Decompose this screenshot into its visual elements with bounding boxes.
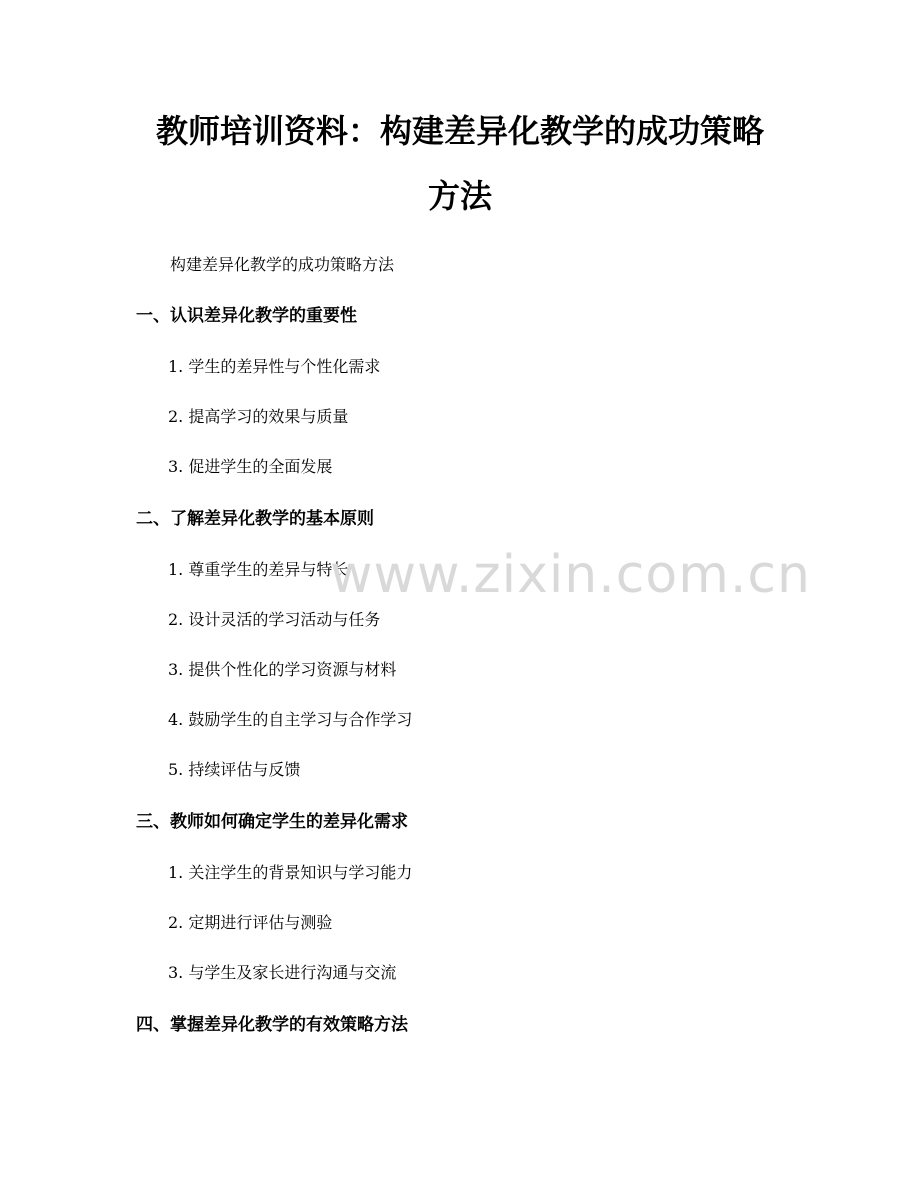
list-item: 1. 关注学生的背景知识与学习能力 [168, 863, 413, 882]
list-item: 4. 鼓励学生的自主学习与合作学习 [168, 710, 413, 729]
page-title-line-2: 方法 [427, 177, 492, 215]
intro-paragraph: 构建差异化教学的成功策略方法 [170, 255, 395, 274]
section-heading-1: 一、认识差异化教学的重要性 [136, 306, 357, 326]
section-heading-3: 三、教师如何确定学生的差异化需求 [136, 812, 408, 832]
list-item: 3. 提供个性化的学习资源与材料 [168, 660, 397, 679]
watermark: www.zixin.com.cn [330, 545, 811, 605]
list-item: 3. 促进学生的全面发展 [168, 457, 333, 476]
page-title-line-1: 教师培训资料：构建差异化教学的成功策略 [155, 112, 764, 150]
section-heading-2: 二、了解差异化教学的基本原则 [136, 509, 374, 529]
list-item: 3. 与学生及家长进行沟通与交流 [168, 963, 397, 982]
list-item: 1. 学生的差异性与个性化需求 [168, 357, 381, 376]
list-item: 2. 提高学习的效果与质量 [168, 407, 349, 426]
list-item: 2. 定期进行评估与测验 [168, 913, 333, 932]
list-item: 5. 持续评估与反馈 [168, 760, 301, 779]
list-item: 1. 尊重学生的差异与特长 [168, 560, 349, 579]
section-heading-4: 四、掌握差异化教学的有效策略方法 [136, 1015, 408, 1035]
list-item: 2. 设计灵活的学习活动与任务 [168, 610, 381, 629]
